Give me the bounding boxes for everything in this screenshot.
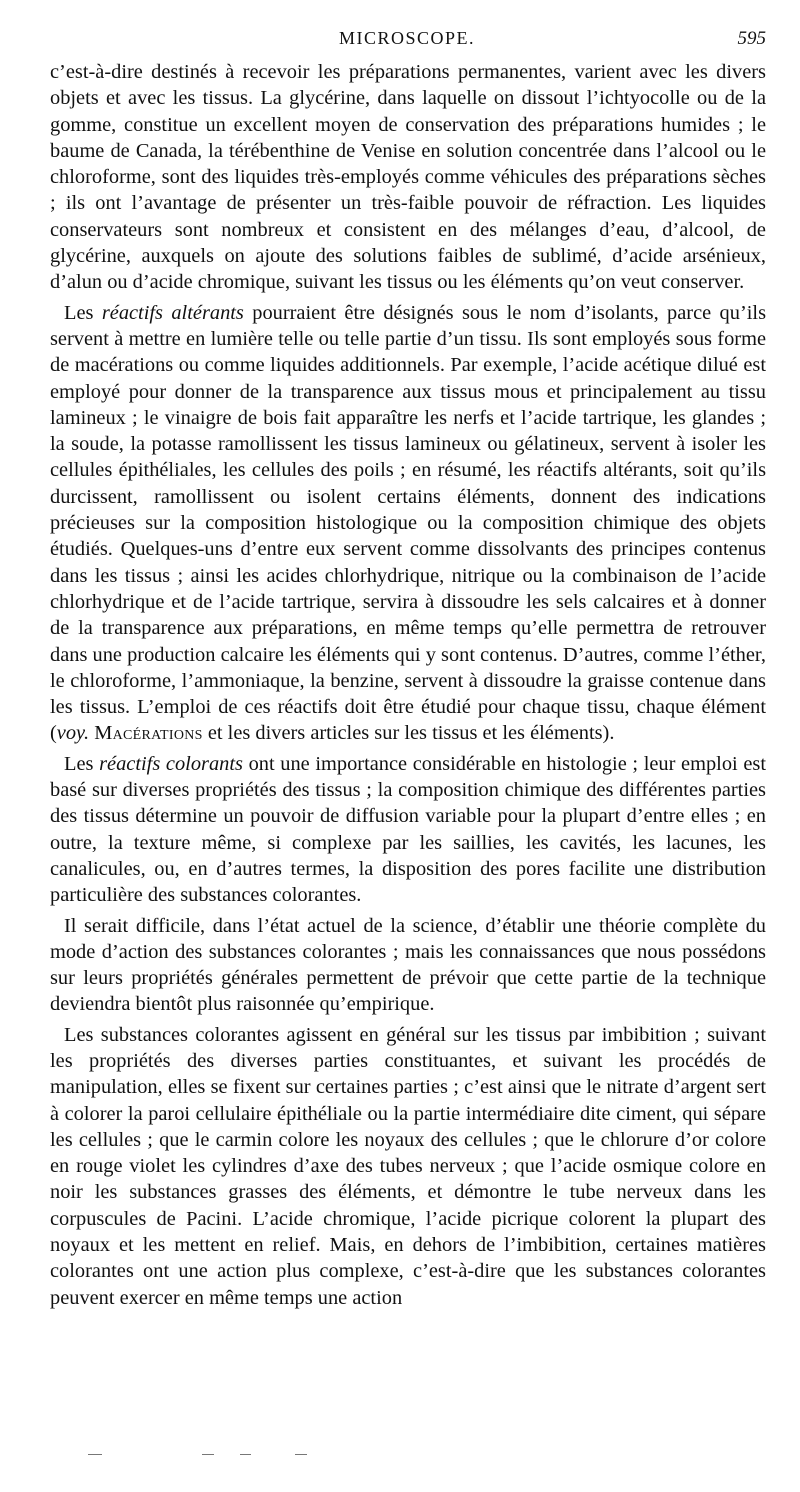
- page-number: 595: [737, 28, 766, 49]
- paragraph-text: Les substances colorantes agissent en général sur les tissus par imbibition ; suivant les propriétés des diverses parties constituantes, et suivant les procédés de manipulation, elles se fixent sur certaines parties ; c’est ainsi que le nitrate d’argent sert à colorer la paroi cellulaire épithéliale ou la partie intermédiaire dite ciment, qui sépare les cellules ; que le carmin colore les noyaux des cellules ; que le chlorure d’or colore en rouge violet les cylindres d’axe des tubes nerveux ; que l’acide osmique colore en noir les substances grasses des éléments, et démontre le tube nerveux dans les corpuscules de Pacini. L’acide chromique, l’acide picrique colorent la plupart des noyaux et les mettent en relief. Mais, en dehors de l’imbibition, certaines matières colorantes ont une action plus complexe, c’est-à-dire que les substances colorantes peuvent exercer en même temps une action: [50, 1023, 766, 1309]
- italic-term: réactifs colorants: [99, 752, 243, 775]
- paragraph-text: Les: [64, 752, 100, 775]
- body-text: [50, 59, 766, 1311]
- paragraph-conservation-liquids: [50, 59, 766, 296]
- page-header: [48, 22, 766, 52]
- paragraph-text: ont une importance considérable en histologie ; leur emploi est basé sur diverses propriétés des tissus ; la composition chimique des différentes parties des tissus détermine un pouvoir de diffusion variable pour la plupart d’entre elles ; en outre, la texture même, si complexe par les saillies, les cavités, les lacunes, les canalicules, ou, en d’autres termes, la disposition des pores facilite une distribution particulière des substances colorantes.: [50, 752, 766, 907]
- paragraph-altering-reagents: [50, 300, 766, 747]
- paragraph-text: c’est-à-dire destinés à recevoir les préparations permanentes, varient avec les divers objets et avec les tissus. La glycérine, dans laquelle on dissout l’ichtyocolle ou de la gomme, constitue un excellent moyen de conservation des préparations humides ; le baume de Canada, la térébenthine de Venise en solution concentrée dans l’alcool ou le chloroforme, sont des liquides très-employés comme véhicules des préparations sèches ; ils ont l’avantage de présenter un très-faible pouvoir de réfraction. Les liquides conservateurs sont nombreux et consistent en des mélanges d’eau, d’alcool, de glycérine, auxquels on ajoute des solutions faibles de sublimé, d’acide arsénieux, d’alun ou d’acide chromique, suivant les tissus ou les éléments qu’on veut conserver.: [50, 61, 766, 294]
- paragraph-text: pourraient être désignés sous le nom d’isolants, parce qu’ils servent à mettre en lumière telle ou telle partie d’un tissu. Ils sont employés sous forme de macérations ou comme liquides additionnels. Par exemple, l’acide acétique dilué est employé pour donner de la transparence aux tissus mous et principalement au tissu lamineux ; le vinaigre de bois fait apparaître les nerfs et l’acide tartrique, les glandes ; la soude, la potasse ramollissent les tissus lamineux ou gélatineux, servent à isoler les cellules épithéliales, les cellules des poils ; en résumé, les réactifs altérants, soit qu’ils durcissent, ramollissent ou isolent certains éléments, donnent des indications précieuses sur la composition histologique ou la composition chimique des objets étudiés. Quelques-uns d’entre eux servent comme dissolvants des principes contenus dans les tissus ; ainsi les acides chlorhydrique, nitrique ou la combinaison de l’acide chlorhydrique et de l’acide tartrique, servira à dissoudre les sels calcaires et à donner de la transparence aux préparations, en même temps qu’elle permettra de retrouver dans une production calcaire les éléments qui y sont contenus. D’autres, comme l’éther, le chloroforme, l’ammoniaque, la benzine, servent à dissoudre la graisse contenue dans les tissus. L’emploi de ces réactifs doit être étudié pour chaque tissu, chaque élément (: [50, 301, 767, 745]
- paragraph-coloring-theory: [50, 913, 766, 1018]
- paragraph-text: Les: [64, 301, 102, 324]
- italic-term: réactifs altérants: [101, 301, 244, 324]
- cross-reference-abbreviation: voy.: [56, 722, 90, 745]
- cross-reference-term: Macérations: [94, 722, 203, 745]
- running-title: MICROSCOPE.: [338, 28, 476, 48]
- paragraph-coloring-reagents: [50, 751, 766, 909]
- paragraph-text: Il serait difficile, dans l’état actuel de la science, d’établir une théorie complète du mode d’action des substances colorantes ; mais les connaissances que nous possédons sur leurs propriétés générales permettent de prévoir que cette partie de la technique deviendra bientôt plus raisonnée qu’empirique.: [50, 914, 766, 1016]
- bottom-rule-mark: [202, 1454, 214, 1455]
- paragraph-text: et les divers articles sur les tissus et les éléments).: [202, 722, 615, 745]
- bottom-rule-mark: [295, 1454, 307, 1455]
- paragraph-imbibition: [50, 1022, 766, 1311]
- bottom-rule-mark: [240, 1454, 251, 1455]
- bottom-rule-mark: [88, 1454, 102, 1455]
